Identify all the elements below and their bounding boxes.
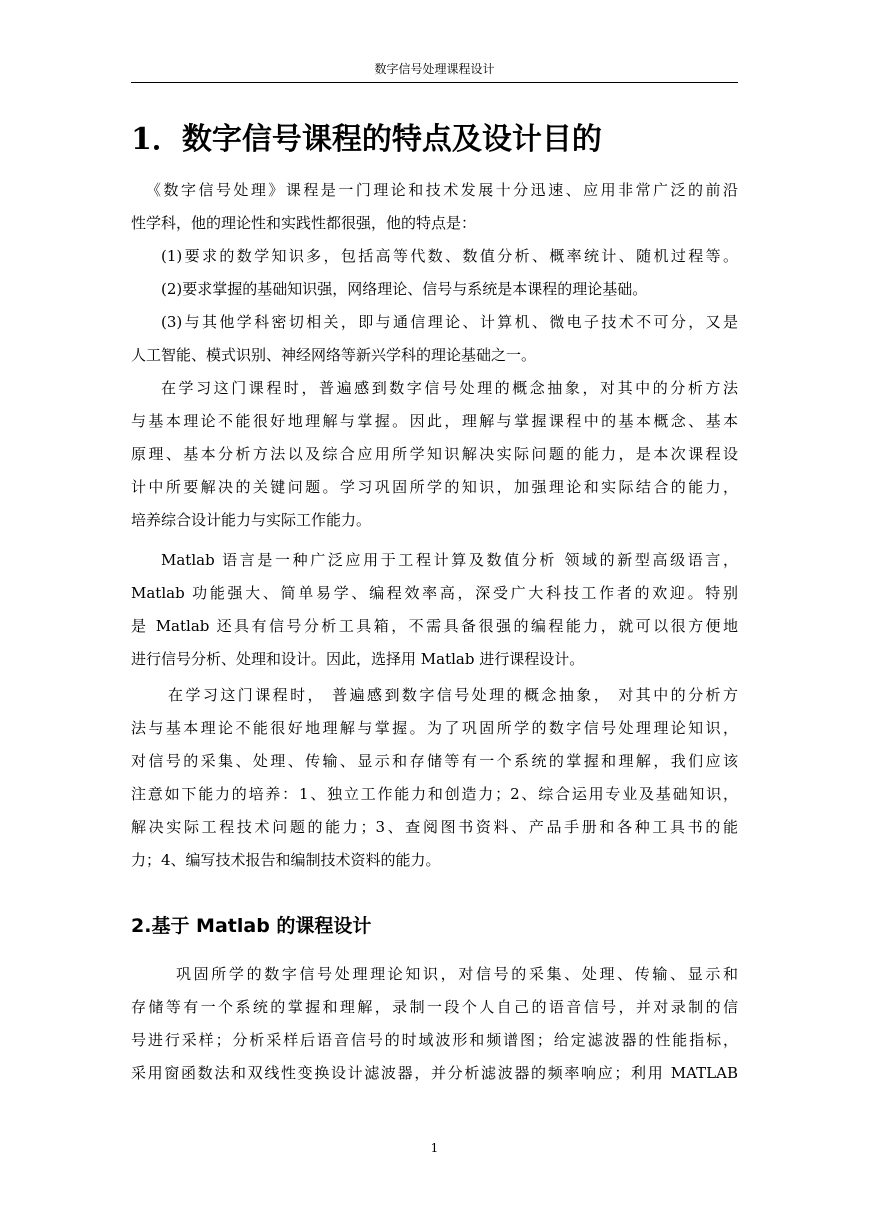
paragraph-line: 性学科，他的理论性和实践性都很强，他的特点是：: [131, 214, 477, 232]
header-divider: [131, 82, 738, 83]
paragraph-line: Matlab 功能强大、简单易学、编程效率高，深受广大科技工作者的欢迎。特别: [131, 584, 738, 602]
paragraph-line: 力；4、编写技术报告和编制技术资料的能力。: [131, 851, 441, 869]
list-item-2: (2)要求掌握的基础知识强，网络理论、信号与系统是本课程的理论基础。: [161, 280, 648, 298]
paragraph-line: 在学习这门课程时，普遍感到数字信号处理的概念抽象，对其中的分析方法: [161, 379, 738, 397]
paragraph-line: 存储等有一个系统的掌握和理解，录制一段个人自己的语音信号，并对录制的信: [131, 998, 738, 1016]
paragraph-line: 巩固所学的数字信号处理理论知识，对信号的采集、处理、传输、显示和: [176, 965, 738, 983]
paragraph-line: 注意如下能力的培养：1、独立工作能力和创造力；2、综合运用专业及基础知识，: [131, 785, 738, 803]
paragraph-line: 在学习这门课程时， 普遍感到数字信号处理的概念抽象， 对其中的分析方: [168, 686, 738, 704]
paragraph-line: 原理、基本分析方法以及综合应用所学知识解决实际问题的能力，是本次课程设: [131, 445, 738, 463]
paragraph-line: 计中所要解决的关键问题。学习巩固所学的知识，加强理论和实际结合的能力，: [131, 478, 738, 496]
heading-section-2: 2.基于 Matlab 的课程设计: [131, 915, 372, 937]
paragraph-line: 《数字信号处理》课程是一门理论和技术发展十分迅速、应用非常广泛的前沿: [146, 181, 738, 199]
paragraph-line: 进行信号分析、处理和设计。因此，选择用 Matlab 进行课程设计。: [131, 650, 585, 668]
heading-section-1: 1．数字信号课程的特点及设计目的: [131, 122, 602, 157]
list-item-3: (3)与其他学科密切相关，即与通信理论、计算机、微电子技术不可分，又是: [161, 313, 738, 331]
paragraph-line: 法与基本理论不能很好地理解与掌握。为了巩固所学的数字信号处理理论知识，: [131, 719, 738, 737]
paragraph-line: 解决实际工程技术问题的能力；3、查阅图书资料、产品手册和各种工具书的能: [131, 818, 738, 836]
paragraph-line: 培养综合设计能力与实际工作能力。: [131, 511, 372, 529]
paragraph-line: 号进行采样；分析采样后语音信号的时域波形和频谱图；给定滤波器的性能指标，: [131, 1031, 738, 1049]
paragraph-line: 与基本理论不能很好地理解与掌握。因此，理解与掌握课程中的基本概念、基本: [131, 412, 738, 430]
running-header: 数字信号处理课程设计: [374, 62, 495, 76]
paragraph-line: 采用窗函数法和双线性变换设计滤波器，并分析滤波器的频率响应；利用 MATLAB: [131, 1064, 738, 1082]
paragraph-line: 是 Matlab 还具有信号分析工具箱，不需具备很强的编程能力，就可以很方便地: [131, 617, 738, 635]
page-number: 1: [430, 1141, 439, 1155]
paragraph-line: Matlab 语言是一种广泛应用于工程计算及数值分析 领域的新型高级语言，: [161, 551, 738, 569]
list-item-1: (1)要求的数学知识多，包括高等代数、数值分析、概率统计、随机过程等。: [161, 247, 738, 265]
paragraph-line: 对信号的采集、处理、传输、显示和存储等有一个系统的掌握和理解，我们应该: [131, 752, 738, 770]
paragraph-line: 人工智能、模式识别、神经网络等新兴学科的理论基础之一。: [131, 346, 537, 364]
